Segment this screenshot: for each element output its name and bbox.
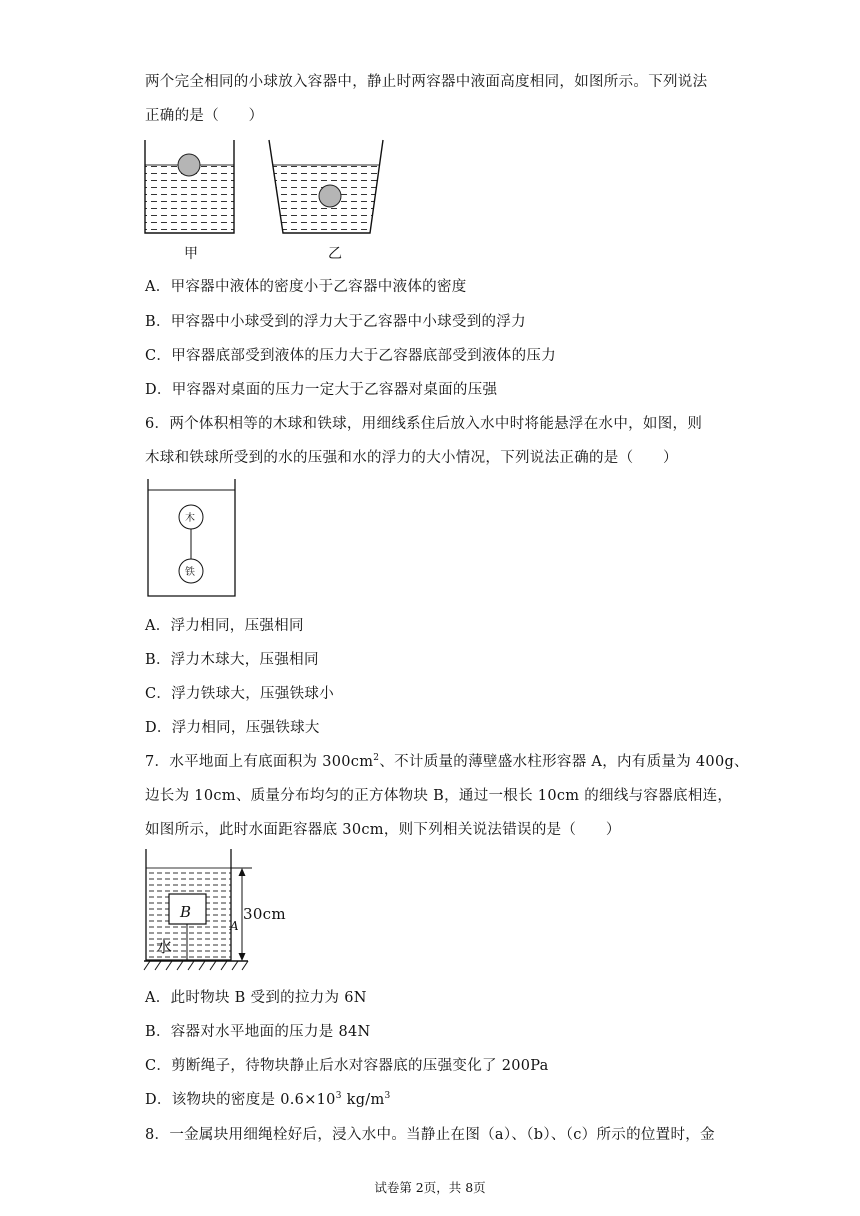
q5-option-a: A．甲容器中液体的密度小于乙容器中液体的密度 bbox=[145, 279, 467, 295]
q7-option-a: A．此时物块 B 受到的拉力为 6N bbox=[145, 990, 367, 1006]
iron-ball-label: 铁 bbox=[185, 567, 196, 578]
q7-option-d-sup1: 3 bbox=[335, 1091, 342, 1102]
q7-water-label: 水 bbox=[156, 937, 173, 956]
q5-fig-label-jia: 甲 bbox=[184, 246, 199, 262]
q6-option-a: A．浮力相同，压强相同 bbox=[145, 618, 304, 634]
q7-dim-arrow-down bbox=[239, 953, 246, 961]
q7-stem-line2: 边长为 10cm、质量分布均匀的正方体物块 B，通过一根长 10cm 的细线与容器底相连， bbox=[145, 788, 733, 804]
q7-option-b: B．容器对水平地面的压力是 84N bbox=[145, 1024, 371, 1040]
q7-stem-line1-sup: 2 bbox=[373, 753, 380, 764]
q7-height-label: 30cm bbox=[243, 905, 286, 923]
q7-stem-line1-b: 、不计质量的薄壁盛水柱形容器 A，内有质量为 400g、 bbox=[379, 754, 749, 770]
q5-option-b: B．甲容器中小球受到的浮力大于乙容器中小球受到的浮力 bbox=[145, 314, 526, 330]
q5-figure bbox=[140, 135, 410, 265]
q7-option-d-a: D．该物块的密度是 0.6×10 bbox=[145, 1092, 336, 1108]
q7-stem-line3: 如图所示，此时水面距容器底 30cm，则下列相关说法错误的是（ ） bbox=[145, 822, 621, 838]
q7-ground-hatch bbox=[144, 961, 248, 970]
q6-option-b: B．浮力木球大，压强相同 bbox=[145, 652, 319, 668]
q7-container-label: A bbox=[230, 919, 239, 933]
q5-stem-line1: 两个完全相同的小球放入容器中，静止时两容器中液面高度相同，如图所示。下列说法 bbox=[145, 74, 708, 90]
page-footer: 试卷第 2页，共 8页 bbox=[374, 1180, 486, 1195]
q7-option-d-b: kg/m bbox=[341, 1092, 385, 1108]
q6-stem-line1: 6．两个体积相等的木球和铁球，用细线系住后放入水中时将能悬浮在水中，如图，则 bbox=[145, 416, 703, 432]
q7-dim-arrow-up bbox=[239, 868, 246, 876]
q6-option-d: D．浮力相同，压强铁球大 bbox=[145, 720, 320, 736]
q7-option-c: C．剪断绳子，待物块静止后水对容器底的压强变化了 200Pa bbox=[145, 1058, 549, 1074]
yi-ball bbox=[319, 185, 341, 207]
q7-option-d-sup2: 3 bbox=[384, 1091, 391, 1102]
q5-fig-label-yi: 乙 bbox=[328, 246, 343, 262]
q6-option-c: C．浮力铁球大，压强铁球小 bbox=[145, 686, 334, 702]
q7-option-d bbox=[145, 1088, 391, 1109]
q7-stem-line1-a: 7．水平地面上有底面积为 300cm bbox=[145, 754, 374, 770]
q8-stem-line1: 8．一金属块用细绳栓好后，浸入水中。当静止在图（a）、（b）、（c）所示的位置时，金 bbox=[145, 1127, 715, 1143]
q7-block-label: B bbox=[180, 903, 192, 921]
q6-stem-line2: 木球和铁球所受到的水的压强和水的浮力的大小情况，下列说法正确的是（ ） bbox=[145, 450, 678, 466]
q7-stem-line1 bbox=[145, 750, 749, 771]
q6-figure bbox=[140, 475, 245, 603]
wood-ball-label: 木 bbox=[185, 513, 196, 524]
q5-option-d: D．甲容器对桌面的压力一定大于乙容器对桌面的压强 bbox=[145, 382, 498, 398]
q5-option-c: C．甲容器底部受到液体的压力大于乙容器底部受到液体的压力 bbox=[145, 348, 556, 364]
q5-stem-line2: 正确的是（ ） bbox=[145, 108, 264, 124]
jia-ball bbox=[178, 154, 200, 176]
